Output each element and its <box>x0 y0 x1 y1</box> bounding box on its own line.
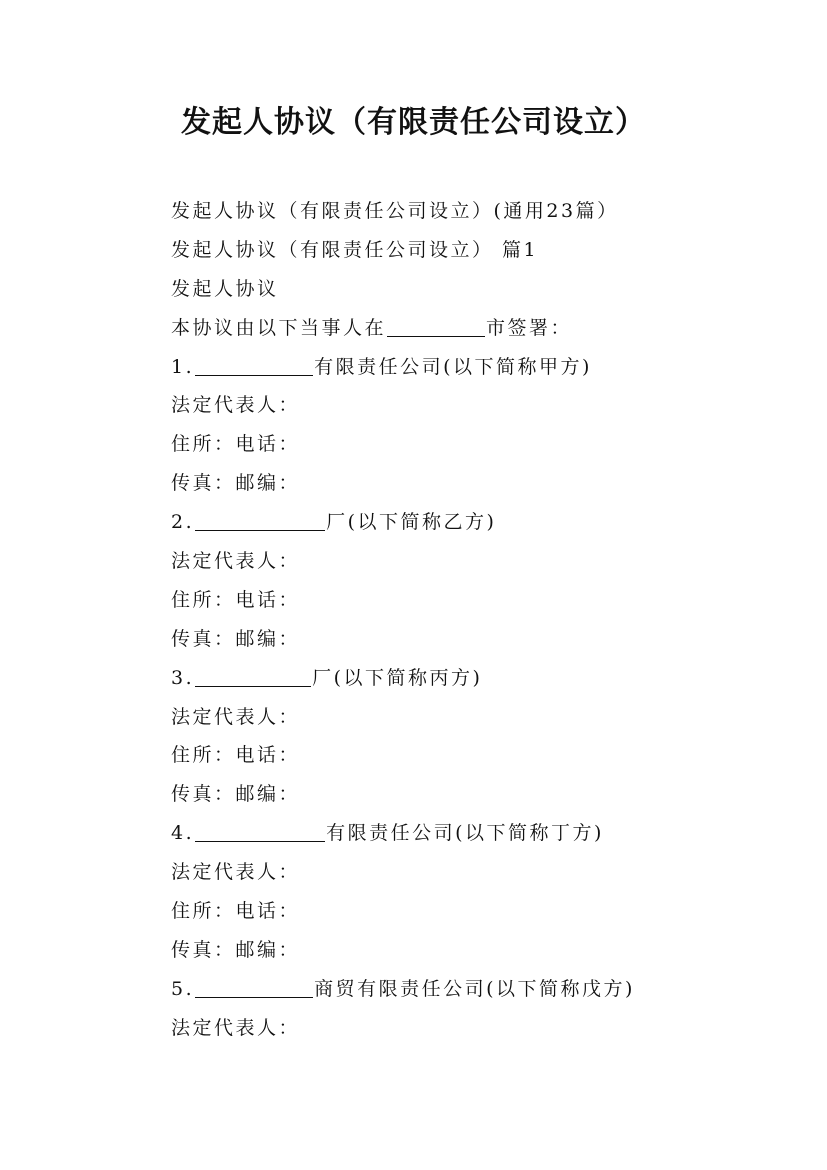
party-4-address-phone: 住所：电话： <box>171 900 301 923</box>
party-2-address-phone: 住所：电话： <box>171 588 301 611</box>
party-2-fax-postcode: 传真：邮编： <box>171 627 301 650</box>
party-1-fax-postcode: 传真：邮编： <box>171 472 301 495</box>
party-2-line <box>171 503 771 542</box>
party-1-address-phone: 住所：电话： <box>171 433 301 456</box>
party-3-desc: 厂(以下简称丙方) <box>312 666 483 689</box>
signing-place-line <box>171 309 771 348</box>
party-1-number: 1. <box>171 355 195 378</box>
party-3-name-blank <box>195 666 311 687</box>
party-3-address-phone: 住所：电话： <box>171 744 301 767</box>
party-1-desc: 有限责任公司(以下简称甲方) <box>314 355 592 378</box>
party-3-number: 3. <box>171 666 195 689</box>
signing-place-suffix: 市签署： <box>486 316 573 339</box>
party-4-line <box>171 814 771 853</box>
party-5-line <box>171 970 771 1009</box>
document-title: 发起人协议（有限责任公司设立） <box>181 105 646 140</box>
collection-heading: 发起人协议（有限责任公司设立）(通用23篇） <box>171 200 619 222</box>
party-1-line <box>171 348 771 387</box>
party-4-desc: 有限责任公司(以下简称丁方) <box>326 822 604 845</box>
party-1-legal-rep: 法定代表人： <box>171 394 301 417</box>
party-5-name-blank <box>195 977 313 998</box>
party-2-legal-rep: 法定代表人： <box>171 550 301 573</box>
party-3-fax-postcode: 传真：邮编： <box>171 783 301 806</box>
party-2-name-blank <box>195 510 325 531</box>
party-2-number: 2. <box>171 511 195 534</box>
party-4-name-blank <box>195 821 325 842</box>
party-5-number: 5. <box>171 977 195 1000</box>
party-3-line <box>171 659 771 698</box>
party-1-name-blank <box>195 355 313 376</box>
party-2-desc: 厂(以下简称乙方) <box>326 511 497 534</box>
signing-city-blank <box>387 316 485 337</box>
agreement-heading: 发起人协议 <box>171 277 279 300</box>
party-4-fax-postcode: 传真：邮编： <box>171 938 301 961</box>
signing-place-prefix: 本协议由以下当事人在 <box>171 316 387 339</box>
article-heading: 发起人协议（有限责任公司设立） 篇1 <box>171 238 539 261</box>
party-5-legal-rep: 法定代表人： <box>171 1016 301 1039</box>
party-4-number: 4. <box>171 822 195 845</box>
party-5-desc: 商贸有限责任公司(以下简称戊方) <box>314 977 635 1000</box>
party-3-legal-rep: 法定代表人： <box>171 705 301 728</box>
document-body <box>171 192 771 1048</box>
party-4-legal-rep: 法定代表人： <box>171 861 301 884</box>
